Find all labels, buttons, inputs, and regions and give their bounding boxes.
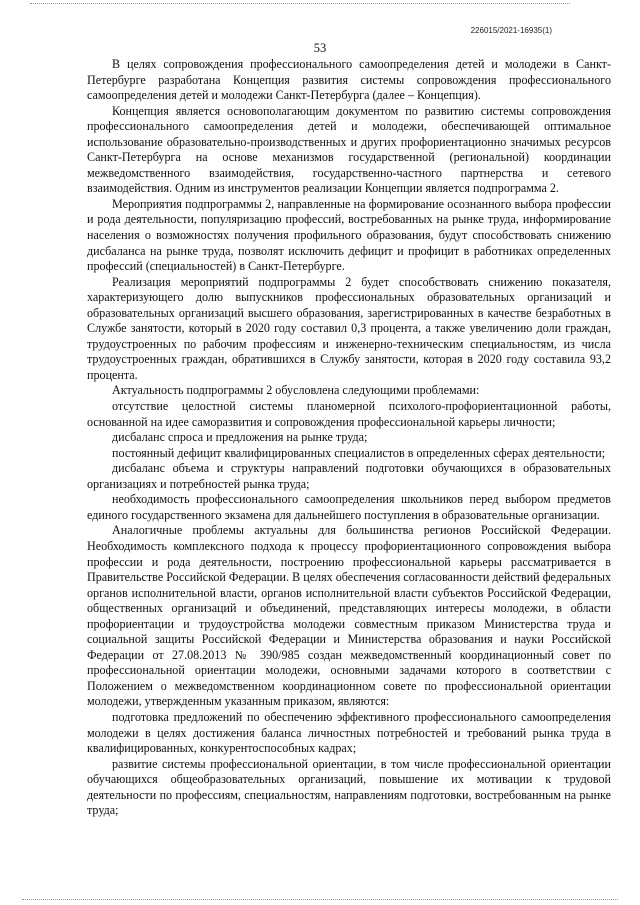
list-item: дисбаланс объема и структуры направлений подготовки обучающихся в образовательных организациях и потребностей рынка труда; (87, 461, 611, 491)
page-number: 53 (313, 41, 327, 55)
list-item: необходимость профессионального самоопределения школьников перед выбором предметов единого государственного экзамена для дальнейшего поступления в образовательные организации. (87, 492, 611, 522)
scan-bottom-edge (22, 899, 618, 900)
list-item: подготовка предложений по обеспечению эффективного профессионального самоопределения молодежи в целях достижения баланса личностных потребностей и требований рынка труда в квалифицированных, конкурентоспособных кадрах; (87, 709, 611, 756)
paragraph: В целях сопровождения профессионального самоопределения детей и молодежи в Санкт-Петербурге разработана Концепция развития системы сопровождения профессионального самоопределения детей и молодежи Санкт-Петербурга (далее – Концепция). (87, 57, 611, 103)
document-id-stamp: 226015/2021-16935(1) (470, 26, 552, 35)
document-body (87, 57, 611, 819)
list-item: постоянный дефицит квалифицированных специалистов в определенных сферах деятельности; (112, 445, 606, 460)
paragraph: Концепция является основополагающим документом по развитию системы сопровождения профессионального самоопределения детей и молодежи, обеспечивающей оптимальное использование образовательно-производственных и других профориентационно значимых ресурсов Санкт-Петербурга на основе механизмов государственной (региональной) координации межведомственного взаимодействия, государственно-частного партнерства и сетевого взаимодействия. Одним из инструментов реализации Концепции является подпрограмма 2. (87, 103, 611, 196)
paragraph: Мероприятия подпрограммы 2, направленные на формирование осознанного выбора профессии и рода деятельности, популяризацию профессий, востребованных на рынке труда, информирование населения о возможностях получения профильного образования, будут способствовать снижению дисбаланса на рынке труда, позволят исключить дефицит и профицит в работниках определенных профессий (специальностей) в Санкт-Петербурге. (87, 196, 611, 274)
list-item: дисбаланс спроса и предложения на рынке труда; (112, 430, 368, 445)
scan-top-edge (30, 3, 570, 4)
list-item: развитие системы профессиональной ориентации, в том числе профессиональной ориентации обучающихся общеобразовательных организаций, повышение их мотивации к трудовой деятельности по профессиям, специальностям, направлениям подготовки, востребованным на рынке труда; (87, 756, 611, 818)
paragraph: Актуальность подпрограммы 2 обусловлена следующими проблемами: (112, 383, 480, 398)
list-item: отсутствие целостной системы планомерной психолого-профориентационной работы, основанной на идее саморазвития и сопровождения профессиональной карьеры личности; (87, 399, 611, 429)
paragraph: Аналогичные проблемы актуальны для большинства регионов Российской Федерации. Необходимость комплексного подхода к процессу профориентационного сопровождения выбора профессии и рода деятельности, построению профессиональной карьеры рассматривается в Правительстве Российской Федерации. В целях обеспечения согласованности действий федеральных органов исполнительной власти, органов исполнительной власти субъектов Российской Федерации, общественных организаций и объединений, представляющих интересы молодежи, в области профориентации и трудоустройства молодежи совместным приказом Министерства труда и социальной защиты Российской Федерации и Министерства образования и науки Российской Федерации от 27.08.2013 № 390/985 создан межведомственный координационный совет по профессиональной ориентации молодежи, основными задачами которого в соответствии с Положением о межведомственном координационном совете по профессиональной ориентации молодежи, утвержденным указанным приказом, являются: (87, 523, 611, 709)
paragraph: Реализация мероприятий подпрограммы 2 будет способствовать снижению показателя, характеризующего долю выпускников профессиональных образовательных организаций и образовательных организаций высшего образования, зарегистрированных в качестве безработных в Службе занятости, который в 2020 году составил 0,3 процента, а также увеличению доли граждан, трудоустроенных по рабочим профессиям и инженерно-техническим специальностям, из числа трудоустроенных граждан, обратившихся в Службу занятости, которая в 2020 году составила 93,2 процента. (87, 274, 611, 382)
